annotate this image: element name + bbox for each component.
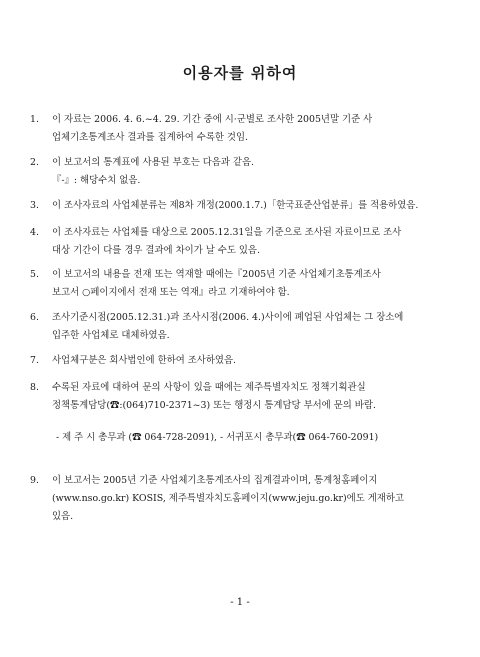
item-number: 3. <box>30 200 39 211</box>
item-number: 8. <box>30 382 39 393</box>
item-line: 이 보고서의 내용을 전재 또는 역재할 때에는『2005년 기준 사업체기초통계조사 <box>52 269 381 280</box>
item-line: 이 자료는 2006. 4. 6.~4. 29. 기간 중에 시·군별로 조사한 2005년말 기준 사 <box>52 114 373 125</box>
item-number: 4. <box>30 227 39 238</box>
item-number: 9. <box>30 475 39 486</box>
list-item-7 <box>30 352 455 370</box>
list-item-3 <box>30 197 455 215</box>
list-item-5 <box>30 266 455 302</box>
item-line: 이 보고서는 2005년 기준 사업체기초통계조사의 집계결과이며, 통계청홈페이지 <box>52 475 378 486</box>
item-line: 이 보고서의 통계표에 사용된 부호는 다음과 같음. <box>52 157 254 168</box>
list-item-8 <box>30 379 455 415</box>
item-number: 7. <box>30 355 39 366</box>
item-line: 사업체구분은 회사법인에 한하여 조사하였음. <box>52 355 236 366</box>
item-line: 이 조사자료의 사업체분류는 제8차 개정(2000.1.7.)「한국표준산업분류」를 적용하였음. <box>52 200 419 211</box>
contact-line: - 제 주 시 총무과 (☎ 064-728-2091), - 서귀포시 총무과(☎ 064-760-2091) <box>56 432 379 443</box>
item-line: 『-』: 해당수치 없음. <box>52 175 141 186</box>
item-line: (www.nso.go.kr) KOSIS, 제주특별자치도홈페이지(www.jeju.go.kr)에도 게재하고 <box>52 493 404 504</box>
item-line: 대상 기간이 다를 경우 결과에 차이가 날 수도 있음. <box>52 245 260 256</box>
item-line: 수록된 자료에 대하여 문의 사항이 있을 때에는 제주특별자치도 정책기획관실 <box>52 382 366 393</box>
item-line: 업체기초통계조사 결과를 집계하여 수록한 것임. <box>52 132 249 143</box>
list-item-2 <box>30 154 455 190</box>
item-number: 1. <box>30 114 39 125</box>
page-number: - 1 - <box>230 597 250 608</box>
item-line: 이 조사자료는 사업체를 대상으로 2005.12.31일을 기준으로 조사된 자료이므로 조사 <box>52 227 402 238</box>
item-number: 5. <box>30 269 39 280</box>
list-item-4 <box>30 224 455 260</box>
page-title: 이용자를 위하여 <box>182 64 298 82</box>
list-item-9 <box>30 472 455 526</box>
list-item-1 <box>30 111 455 147</box>
item-line: 보고서 ○페이지에서 전재 또는 역재』라고 기재하여야 함. <box>52 287 290 298</box>
item-number: 2. <box>30 157 39 168</box>
item-line: 입주한 사업체로 대체하였음. <box>52 330 170 341</box>
list-item-6 <box>30 309 455 345</box>
item-line: 정책통계담당(☎:(064)710-2371~3) 또는 행정시 통계담당 부서에 문의 바람. <box>52 400 376 411</box>
item-number: 6. <box>30 312 39 323</box>
item-line: 있음. <box>52 511 74 522</box>
item-line: 조사기준시점(2005.12.31.)과 조사시점(2006. 4.)사이에 폐업된 사업체는 그 장소에 <box>52 312 404 323</box>
